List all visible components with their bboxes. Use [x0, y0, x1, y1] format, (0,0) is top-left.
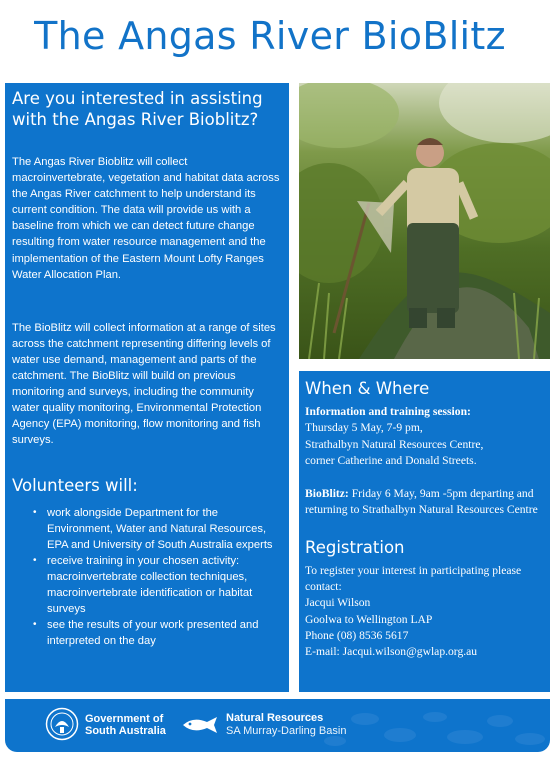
- list-item: [12, 617, 282, 649]
- gov-line-2: South Australia: [85, 725, 166, 737]
- contact-name: Jacqui Wilson: [305, 596, 371, 610]
- intro-paragraph-2: The BioBlitz will collect information at a range of sites across the catchment representing differing levels of water use demand, management and parts of the catchment. The BioBlitz will build on previous monitoring and surveys, including the community water quality monitoring, Environmental Protection Agency (EPA) monitoring, flow monitoring and fish surveys.: [12, 321, 276, 447]
- registration-block: [305, 563, 544, 661]
- natural-resources-logo-text: [226, 712, 346, 738]
- contact-organisation: Goolwa to Wellington LAP: [305, 612, 433, 626]
- bullet-icon: •: [33, 619, 37, 631]
- bioblitz-label: BioBlitz:: [305, 487, 349, 501]
- bullet-icon: •: [33, 554, 37, 566]
- intro-paragraph-1: The Angas River Bioblitz will collect macroinvertebrate, vegetation and habitat data across the Angas River catchment to help understand its current condition. The data will provide us with a baseline from which we can detect future change resulting from water resource management and the implementation of the Eastern Mount Lofty Ranges Water Allocation Plan.: [12, 156, 280, 281]
- footer-banner: [5, 699, 550, 752]
- bioblitz-block: [305, 486, 544, 519]
- registration-heading: Registration: [305, 537, 405, 557]
- government-logo-text: [85, 713, 166, 737]
- info-session-line: Thursday 5 May, 7-9 pm,: [305, 421, 423, 435]
- volunteers-list: [12, 505, 282, 650]
- bioblitz-text: Friday 6 May, 9am -5pm departing and returning to Strathalbyn Natural Resources Centre: [305, 487, 538, 517]
- event-details-panel: [299, 371, 550, 692]
- volunteer-item-text: see the results of your work presented and interpreted on the day: [47, 619, 259, 648]
- info-session-line: Strathalbyn Natural Resources Centre,: [305, 437, 484, 451]
- nr-line-2: SA Murray-Darling Basin: [226, 725, 347, 737]
- volunteers-heading: Volunteers will:: [12, 475, 138, 495]
- intro-heading: Are you interested in assisting with the Angas River Bioblitz?: [12, 89, 263, 129]
- river-volunteer-photo: [299, 83, 550, 359]
- fish-icon: [181, 714, 219, 736]
- info-session-line: corner Catherine and Donald Streets.: [305, 453, 477, 467]
- intro-panel: [5, 83, 289, 692]
- info-session-label: Information and training session:: [305, 405, 471, 418]
- volunteer-item-text: receive training in your chosen activity: macroinvertebrate collection techniques, macroinvertebrate identification or habitat surveys: [47, 554, 253, 616]
- list-item: [12, 505, 282, 553]
- nr-line-1: Natural Resources: [226, 712, 324, 724]
- page-title: The Angas River BioBlitz: [34, 14, 506, 58]
- registration-line: To register your interest in participating please contact:: [305, 563, 522, 594]
- list-item: [12, 553, 282, 617]
- contact-phone: Phone (08) 8536 5617: [305, 628, 409, 642]
- volunteer-item-text: work alongside Department for the Environment, Water and Natural Resources, EPA and University of South Australia experts: [47, 506, 273, 551]
- info-session-block: [305, 404, 544, 469]
- when-where-heading: When & Where: [305, 379, 430, 398]
- sa-government-crest-icon: [45, 707, 79, 741]
- gov-line-1: Government of: [85, 713, 164, 725]
- bullet-icon: •: [33, 506, 37, 518]
- contact-email: E-mail: Jacqui.wilson@gwlap.org.au: [305, 645, 478, 659]
